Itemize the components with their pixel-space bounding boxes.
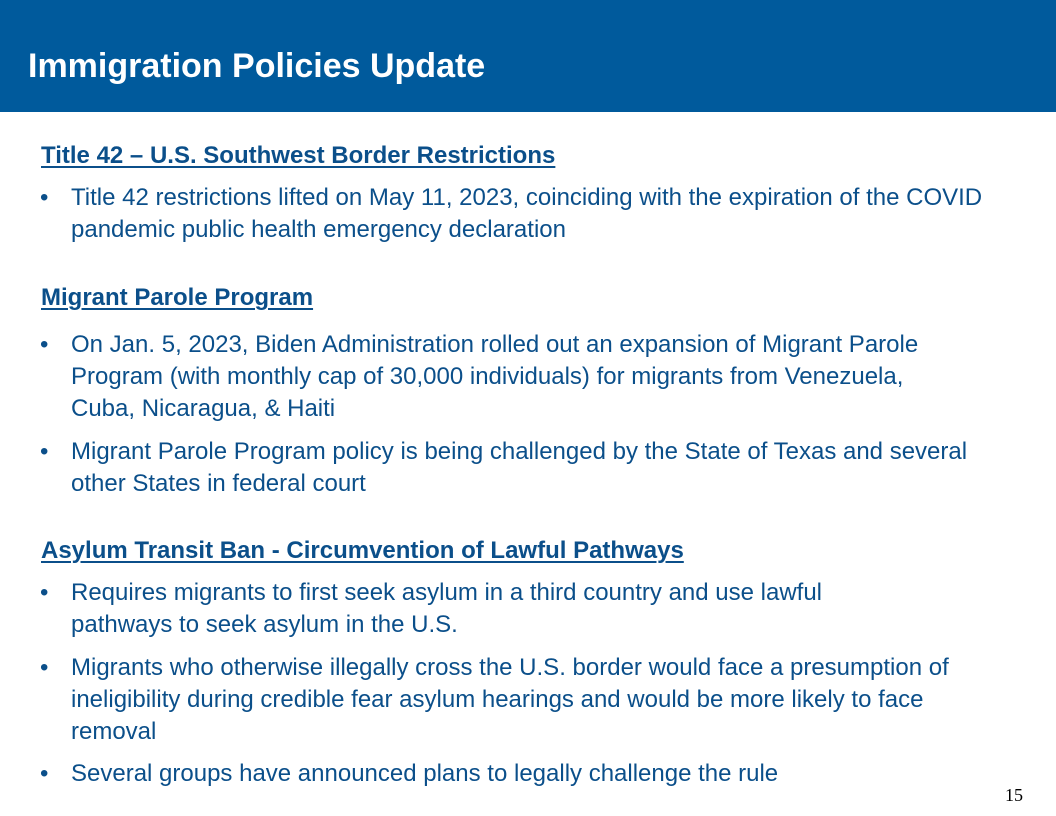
bullet-icon: • (40, 331, 49, 358)
bullet-item (40, 182, 1000, 246)
bullet-text: Migrants who otherwise illegally cross the U.S. border would face a presumption of ineligibility during credible fear asylum hearings and would be more likely to face removal (71, 654, 949, 745)
bullet-text: Title 42 restrictions lifted on May 11, 2023, coinciding with the expiration of the COVID pandemic public health emergency declaration (71, 184, 983, 243)
bullet-text: On Jan. 5, 2023, Biden Administration rolled out an expansion of Migrant Parole Program (with monthly cap of 30,000 individuals) for migrants from Venezuela, Cuba, Nicaragua, & Haiti (71, 331, 919, 422)
bullet-item (40, 577, 1000, 641)
page-number: 15 (1005, 785, 1023, 805)
bullet-text: Migrant Parole Program policy is being challenged by the State of Texas and several other States in federal court (71, 438, 968, 497)
bullet-text: Several groups have announced plans to legally challenge the rule (71, 760, 779, 787)
bullet-item (40, 436, 1000, 500)
bullet-icon: • (40, 654, 49, 681)
bullet-text: Requires migrants to first seek asylum in a third country and use lawful pathways to seek asylum in the U.S. (71, 579, 822, 638)
slide-title: Immigration Policies Update (28, 47, 486, 85)
bullet-icon: • (40, 184, 49, 211)
bullet-icon: • (40, 579, 49, 606)
bullet-icon: • (40, 438, 49, 465)
section-heading-migrant-parole: Migrant Parole Program (41, 284, 314, 311)
bullet-item (40, 329, 1000, 425)
bullet-icon: • (40, 760, 49, 787)
section-heading-asylum-transit-ban: Asylum Transit Ban - Circumvention of Lawful Pathways (41, 537, 684, 564)
bullet-item (40, 758, 1000, 790)
bullet-item (40, 652, 1000, 748)
section-heading-title-42: Title 42 – U.S. Southwest Border Restrictions (41, 142, 556, 169)
